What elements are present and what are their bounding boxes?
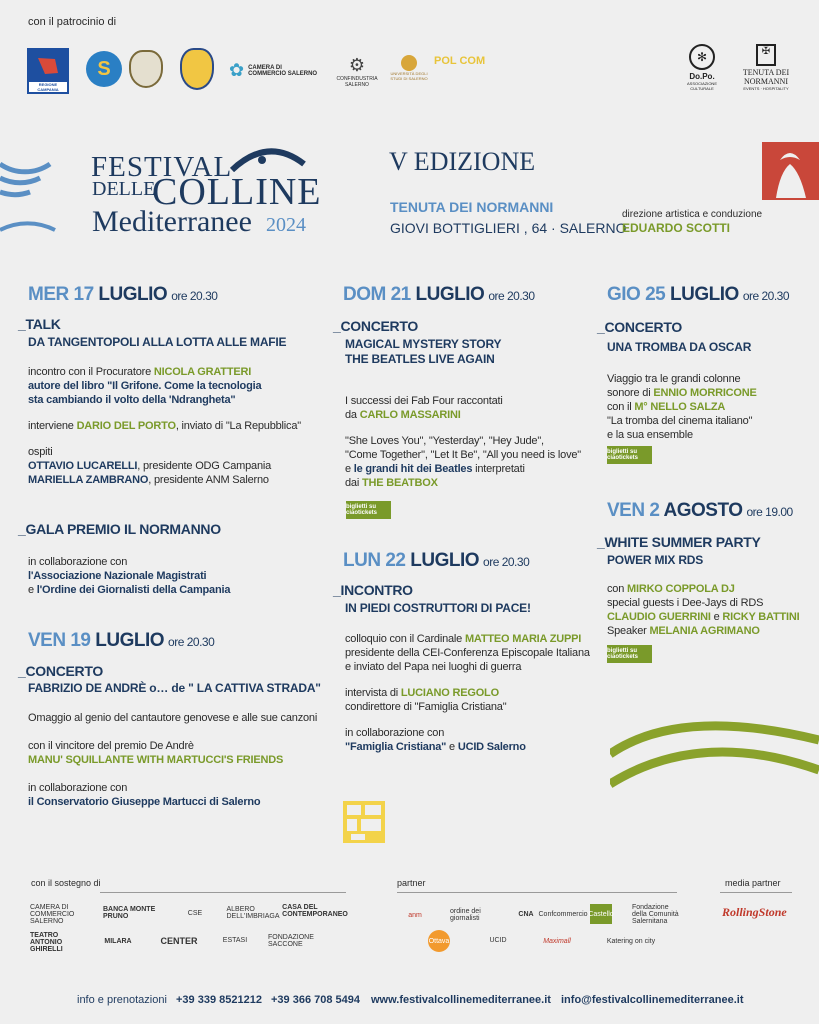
ticket-button[interactable]: biglietti su ciaotickets [607,446,652,464]
ticket-button[interactable]: biglietti su ciaotickets [346,501,391,519]
sponsor-logo: CAMERA DI COMMERCIO SALERNO [30,903,75,925]
event-description: in collaborazione con l'Associazione Nazionale Magistrati e l'Ordine dei Giornalisti della Campania [28,556,231,596]
sponsor-logo: MILARA [104,937,132,945]
regione-campania-logo: REGIONE CAMPANIA [27,48,69,94]
sponsor-logo: CENTER [160,936,198,946]
rollingstone-logo: RollingStone [722,905,787,919]
event-category: _CONCERTO [333,318,418,334]
divider [100,892,346,893]
festival-year: 2024 [266,214,306,236]
flower-icon: ✿ [229,60,245,80]
venue-address: GIOVI BOTTIGLIERI , 64 · SALERNO [390,220,627,236]
event-description: colloquio con il Cardinale MATTEO MARIA ZUPPI presidente della CEI-Conferenza Episcopale Italiana e inviato del Papa nei luoghi di guerra intervista di LUCIANO REGOLO condirettore di "Famiglia Cristiana" in collaborazione con "Famiglia Cristiana" e UCID Salerno [345,633,590,753]
director-name: EDUARDO SCOTTI [622,221,730,235]
arc-decoration [0,150,60,250]
event-title: UNA TROMBA DA OSCAR [607,340,752,354]
media-partner-label: media partner [725,878,781,888]
event-description: incontro con il Procuratore NICOLA GRATTERI autore del libro "Il Grifone. Come la tecnologia sta cambiando il volto della 'Ndrangheta" interviene DARIO DEL PORTO, inviato di "La Repubblica" ospiti OTTAVIO LUCARELLI, presidente ODG Campania MARIELLA ZAMBRANO, presidente ANM Salerno [28,366,301,486]
sponsor-logo: ALBERO DELL'IMBRIAGA [226,906,280,920]
footer-email[interactable]: info@festivalcollinemediterranee.it [561,994,744,1006]
partner-logo: Ottava [428,930,450,952]
partner-logo: Katering on city [606,937,656,945]
universita-logo: UNIVERSITÀ DEGLI STUDI DI SALERNO [387,55,431,81]
sponsor-logo: TEATRO ANTONIO GHIRELLI [30,931,63,953]
footer-website[interactable]: www.festivalcollinemediterranee.it [371,994,551,1006]
provincia-crest-logo [180,48,214,90]
curtain-icon [762,142,819,200]
festival-title-colline: COLLINE [152,171,322,213]
edition-label: V EDIZIONE [389,147,536,176]
sponsor-logo: FONDAZIONE SACCONE [268,934,314,948]
partner-logo: Fondazione della Comunità Salernitana [632,903,679,925]
event-title: POWER MIX RDS [607,553,704,567]
event-title: IN PIEDI COSTRUTTORI DI PACE! [345,601,531,615]
event-title: FABRIZIO DE ANDRÈ o… de " LA CATTIVA STRADA" [28,681,321,695]
tenuta-normanni-logo: ✠ TENUTA DEI NORMANNI EVENTS · HOSPITALITY [742,46,790,91]
polcom-logo: POL COM [434,55,486,67]
event-category: _TALK [18,316,61,332]
patronage-label: con il patrocinio di [28,16,117,28]
partner-logo: Maximall [543,937,571,945]
support-label: con il sostegno di [31,878,101,888]
confindustria-logo: ⚙ CONFINDUSTRIA SALERNO [336,55,378,88]
partner-label: partner [397,878,426,888]
event-description: I successi dei Fab Four raccontati da CARLO MASSARINI "She Loves You", "Yesterday", "Hey Jude", "Come Together", "Let It Be", "All you need is love" e le grandi hit dei Beatles interpretati dai THE BEATBOX [345,395,582,489]
event-date: VEN 2 AGOSTO ore 19.00 [607,500,793,521]
event-category: _CONCERTO [597,319,682,335]
divider [720,892,792,893]
event-title: MAGICAL MYSTERY STORY THE BEATLES LIVE AGAIN [345,337,502,366]
sponsor-logo: ESTASI [222,936,248,944]
ticket-button[interactable]: biglietti su ciaotickets [607,645,652,663]
dopo-logo: ✻ Do.Po. ASSOCIAZIONE CULTURALE [684,44,720,91]
sponsor-logo: CSE [187,909,203,917]
sponsor-logo: CASA DEL CONTEMPORANEO [282,904,348,918]
footer-label: info e prenotazioni [77,994,167,1006]
event-title: DA TANGENTOPOLI ALLA LOTTA ALLE MAFIE [28,335,287,349]
camera-commercio-logo: ✿ CAMERA DI COMMERCIO SALERNO [229,60,318,80]
event-category: _WHITE SUMMER PARTY [597,534,761,550]
partner-logo: ordine dei giornalisti [450,908,481,922]
footer-phone2[interactable]: +39 366 708 5494 [271,994,361,1006]
comune-crest-logo [129,50,163,88]
venue-name: TENUTA DEI NORMANNI [390,199,554,215]
provincia-logo: S [86,51,122,87]
event-date: LUN 22 LUGLIO ore 20.30 [343,550,530,571]
partner-logo: UCID [489,936,507,944]
arc-logo-icon [228,142,308,172]
festival-title-line1: FESTIVAL [91,151,233,183]
event-description: Viaggio tra le grandi colonne sonore di ENNIO MORRICONE con il M° NELLO SALZA "La tromba del cinema italiano" e la sua ensemble [607,373,757,441]
event-date: GIO 25 LUGLIO ore 20.30 [607,284,790,305]
event-date: DOM 21 LUGLIO ore 20.30 [343,284,535,305]
direction-label: direzione artistica e conduzione [622,209,763,220]
hills-decoration [610,712,819,792]
partner-logo: CNA [518,910,534,918]
event-category: _GALA PREMIO IL NORMANNO [18,521,221,537]
event-description: Omaggio al genio del cantautore genovese e alle sue canzoni con il vincitore del premio De Andrè MANU' SQUILLANTE WITH MARTUCCI'S FRIENDS in collaborazione con il Conservatorio Giuseppe Martucci di Salerno [28,712,318,808]
sponsor-logo: BANCA MONTE PRUNO [103,906,156,920]
ucid-logo [343,801,385,843]
event-category: _CONCERTO [18,663,103,679]
festival-title-delle: DELLE [92,178,156,200]
event-date: MER 17 LUGLIO ore 20.30 [28,284,218,305]
divider [397,892,677,893]
event-category: _INCONTRO [333,582,413,598]
festival-title-mediterranee: Mediterranee [92,205,252,238]
partner-logo: Castello [590,904,612,924]
partner-logo: Confcommercio [538,910,588,918]
partner-logo: anm [408,911,422,919]
event-description: con MIRKO COPPOLA DJ special guests i Dee-Jays di RDS CLAUDIO GUERRINI e RICKY BATTINI Speaker MELANIA AGRIMANO [607,583,800,637]
event-date: VEN 19 LUGLIO ore 20.30 [28,630,215,651]
footer-phone1[interactable]: +39 339 8521212 [176,994,262,1006]
